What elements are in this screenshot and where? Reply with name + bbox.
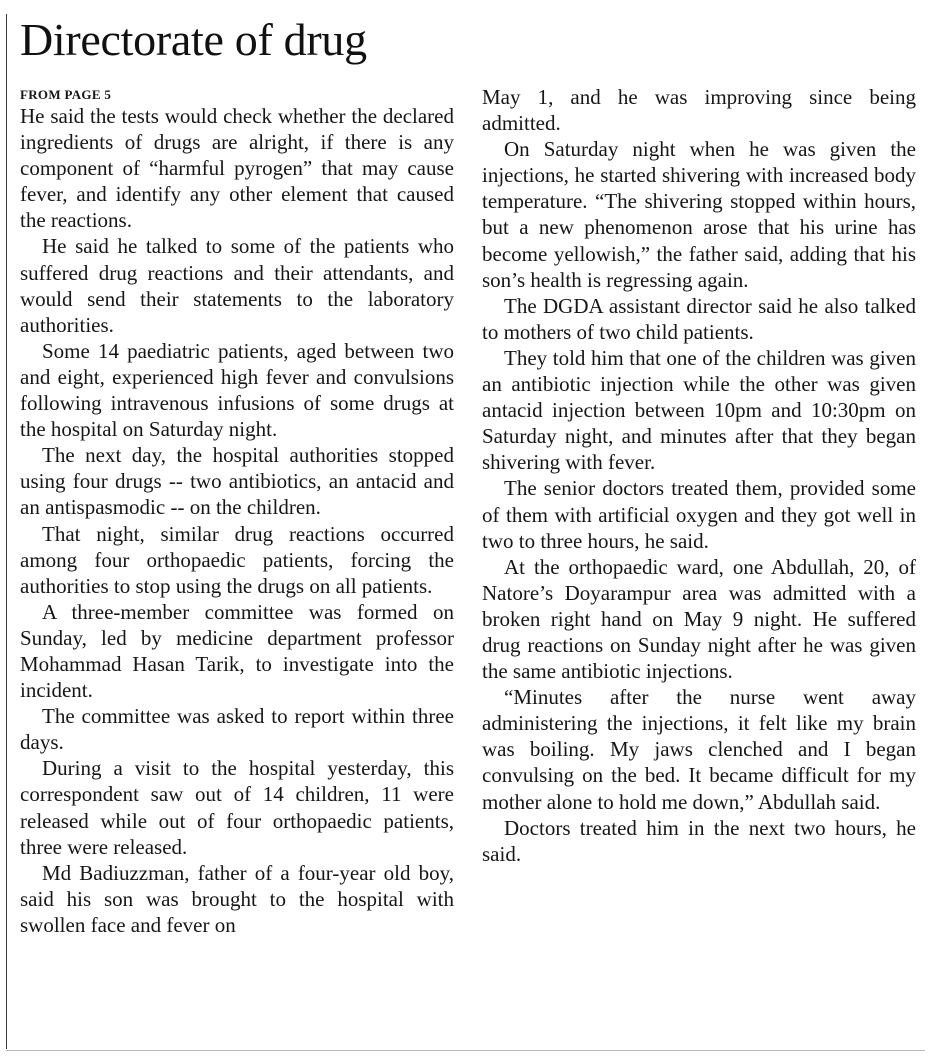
paragraph: The committee was asked to report within three days. [20, 704, 454, 755]
paragraph: “Minutes after the nurse went away administering the injections, it felt like my brain was boiling. My jaws clenched and I began convulsing on the bed. It became difficult for my mother alone to hold me down,” Abdullah said. [482, 685, 916, 814]
paragraph: That night, similar drug reactions occurred among four orthopaedic patients, forcing the authorities to stop using the drugs on all patients. [20, 521, 454, 598]
paragraph: Some 14 paediatric patients, aged between two and eight, experienced high fever and convulsions following intravenous infusions of some drugs at the hospital on Saturday night. [20, 338, 454, 442]
paragraph: On Saturday night when he was given the injections, he started shivering with increased body temperature. “The shivering stopped within hours, but a new phenomenon arose that his urine has become yellowish,” the father said, adding that his son’s health is regressing again. [482, 137, 916, 292]
paragraph: Doctors treated him in the next two hours, he said. [482, 815, 916, 866]
article-column-right [482, 84, 916, 1046]
paragraph: A three-member committee was formed on Sunday, led by medicine department professor Mohammad Hasan Tarik, to investigate into the incident. [20, 599, 454, 703]
paragraph: He said he talked to some of the patients who suffered drug reactions and their attendants, and would send their statements to the laboratory authorities. [20, 234, 454, 337]
paragraph: He said the tests would check whether the declared ingredients of drugs are alright, if there is any component of “harmful pyrogen” that may cause fever, and identify any other element that caused the reactions. [20, 104, 454, 233]
article-column-left [20, 86, 454, 1048]
column-rule-left [6, 14, 7, 1049]
paragraph: The senior doctors treated them, provided some of them with artificial oxygen and they got well in two to three hours, he said. [482, 476, 916, 553]
paragraph: At the orthopaedic ward, one Abdullah, 20, of Natore’s Doyarampur area was admitted with a broken right hand on May 9 night. He suffered drug reactions on Sunday night after he was given the same antibiotic injections. [482, 554, 916, 684]
paragraph: During a visit to the hospital yesterday, this correspondent saw out of 14 children, 11 were released while out of four orthopaedic patients, three were released. [20, 756, 454, 859]
paragraph: May 1, and he was improving since being admitted. [482, 85, 916, 136]
paragraph: Md Badiuzzman, father of a four-year old boy, said his son was brought to the hospital with swollen face and fever on [20, 860, 454, 937]
kicker-from-page: FROM PAGE 5 [20, 87, 112, 102]
paragraph: The DGDA assistant director said he also talked to mothers of two child patients. [482, 293, 916, 344]
paragraph: The next day, the hospital authorities stopped using four drugs -- two antibiotics, an antacid and an antispasmodic -- on the children. [20, 443, 454, 520]
paragraph: They told him that one of the children was given an antibiotic injection while the other was given antacid injection between 10pm and 10:30pm on Saturday night, and minutes after that they began shivering with fever. [482, 345, 916, 475]
headline: Directorate of drug [20, 14, 367, 65]
bottom-rule [6, 1050, 925, 1051]
